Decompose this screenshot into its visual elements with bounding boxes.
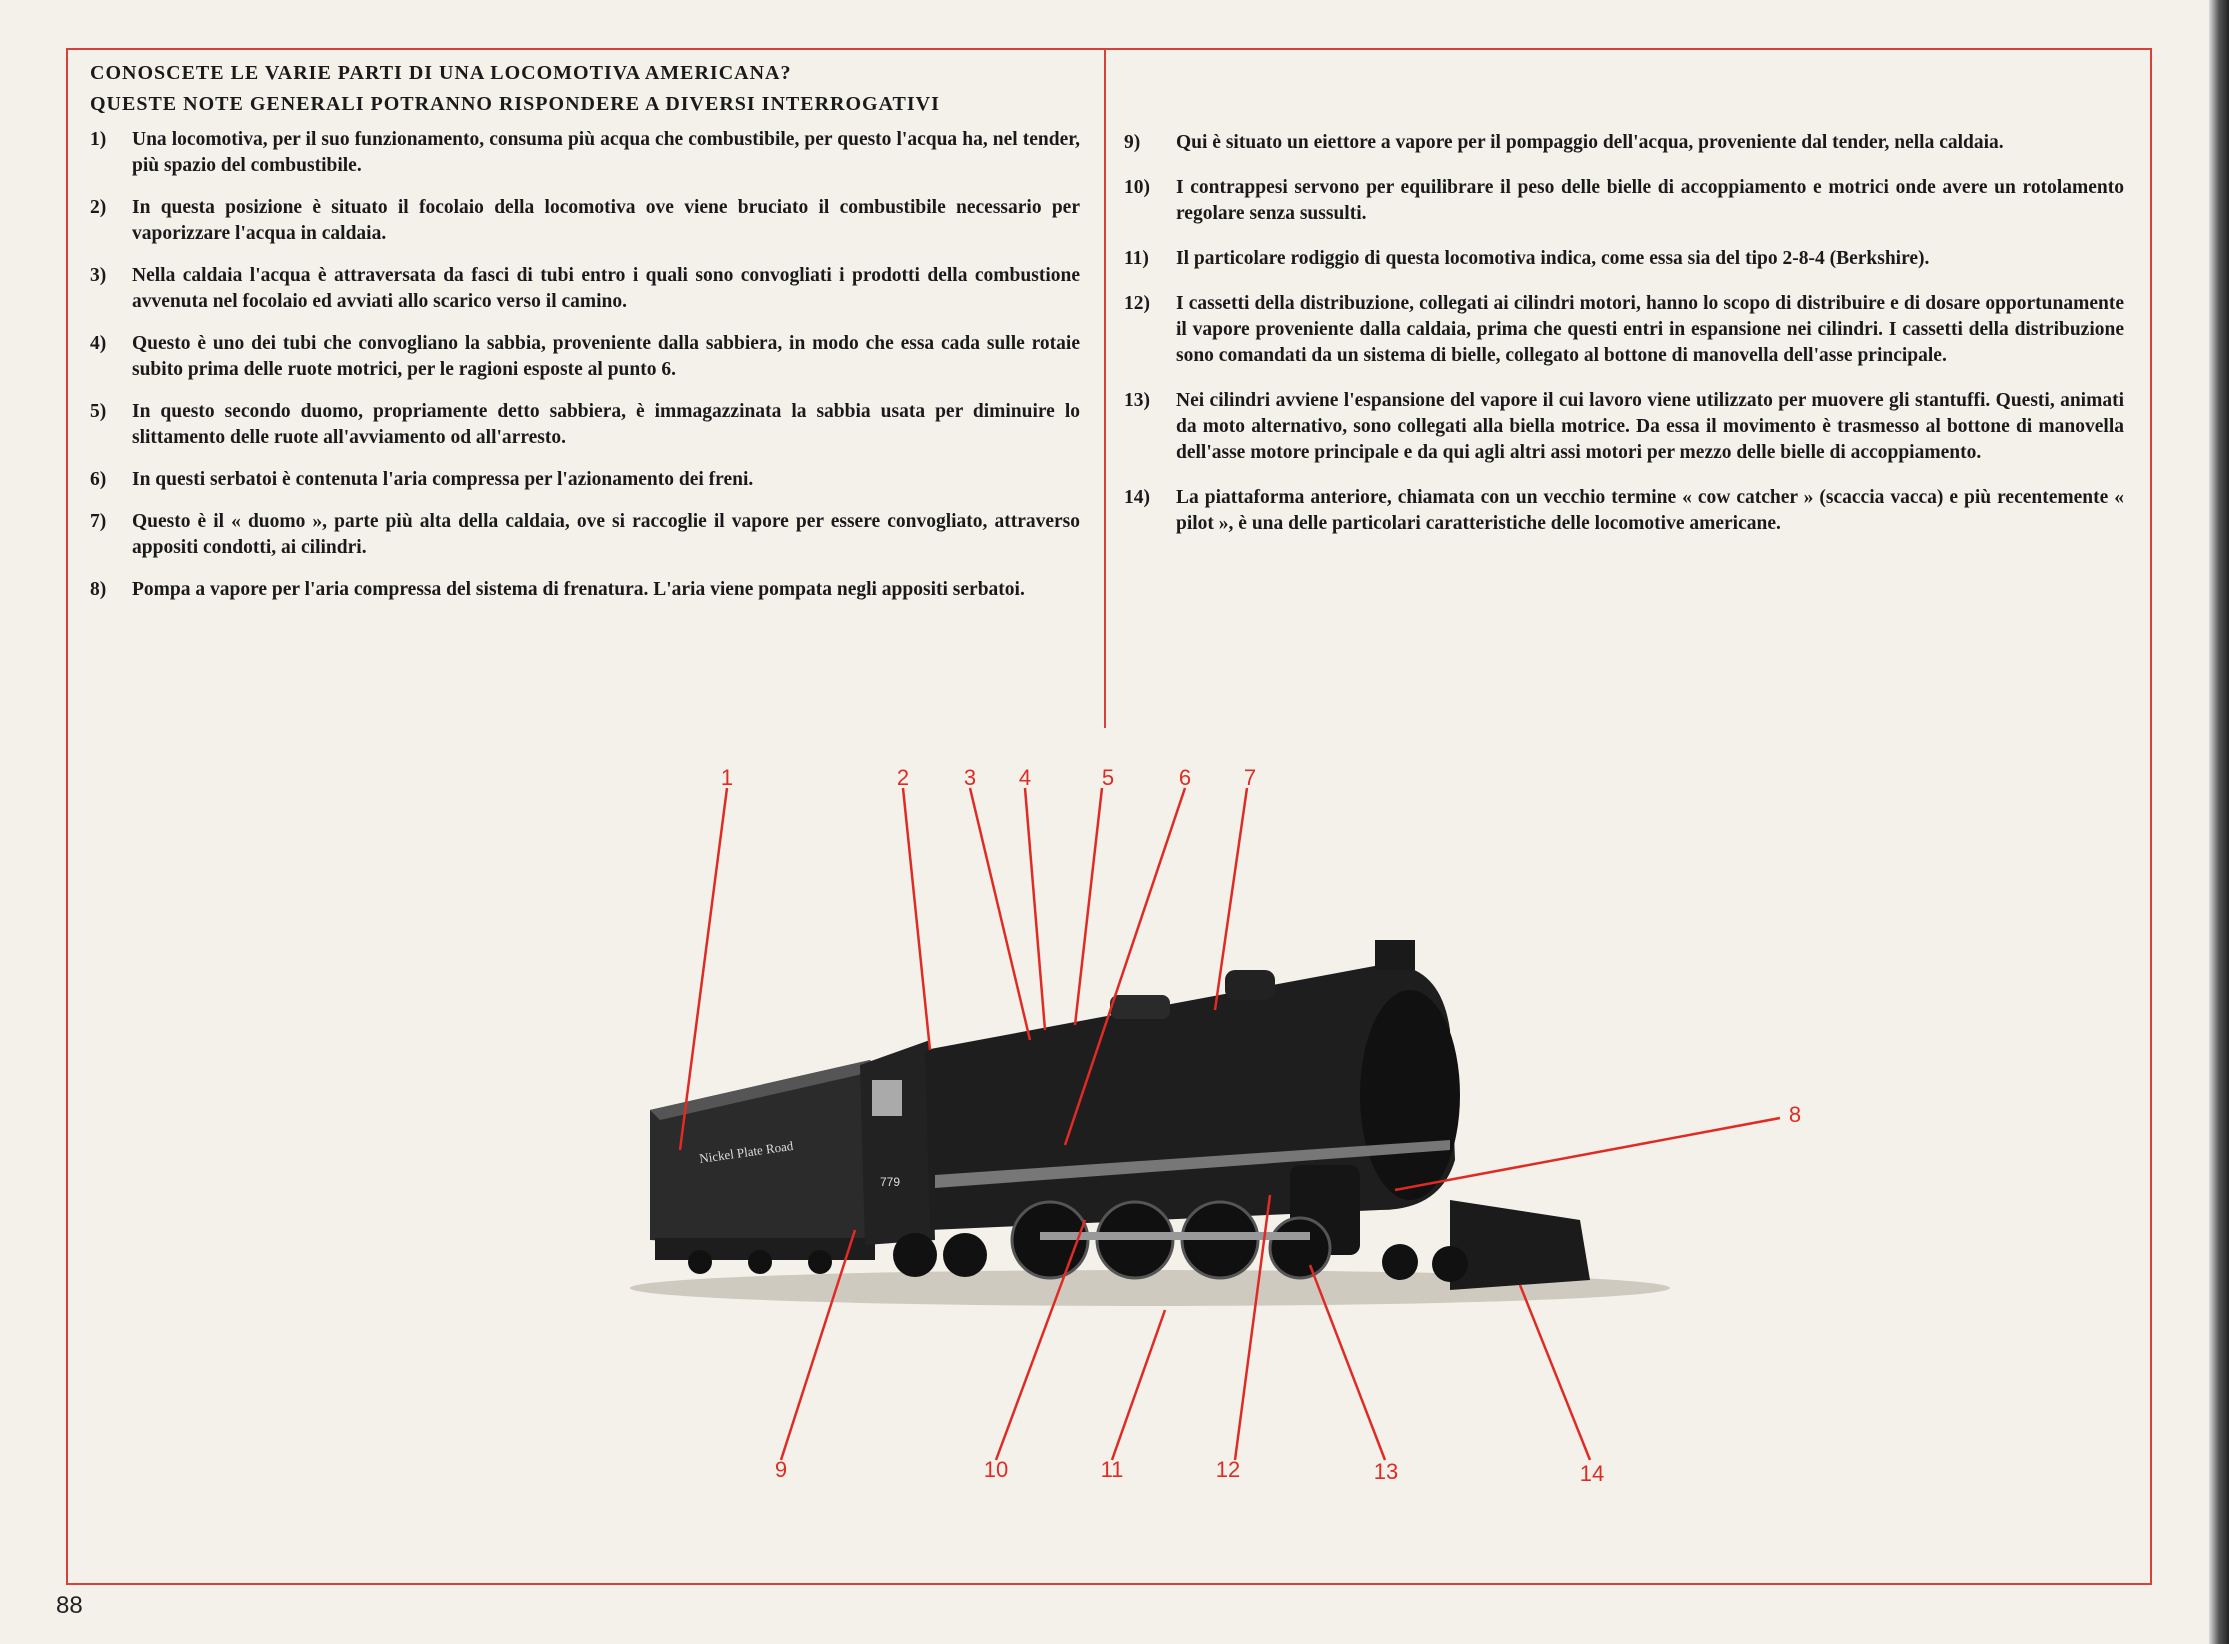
note-number: 12) bbox=[1124, 293, 1150, 314]
callout-label-5: 5 bbox=[1101, 765, 1115, 790]
callout-label-13: 13 bbox=[1373, 1459, 1399, 1484]
note-number: 5) bbox=[90, 401, 107, 422]
callout-label-8: 8 bbox=[1788, 1102, 1802, 1127]
trailing-wheel bbox=[943, 1233, 987, 1277]
callout-label-1: 1 bbox=[720, 765, 734, 790]
note-text: Pompa a vapore per l'aria compressa del sistema di frenatura. L'aria viene pompata negli appositi serbatoi. bbox=[132, 579, 1025, 600]
note-text: Nella caldaia l'acqua è attraversata da fasci di tubi entro i quali sono convogliati i prodotti della combustione avvenuta nel focolaio ed avviati allo scarico verso il camino. bbox=[132, 265, 1080, 312]
callout-label-2: 2 bbox=[896, 765, 910, 790]
callout-label-10: 10 bbox=[983, 1457, 1009, 1482]
note-number: 1) bbox=[90, 129, 107, 150]
callout-line-4 bbox=[1025, 788, 1045, 1030]
note-number: 3) bbox=[90, 265, 107, 286]
callout-label-6: 6 bbox=[1178, 765, 1192, 790]
cab bbox=[860, 1040, 935, 1245]
heading-line-2: QUESTE NOTE GENERALI POTRANNO RISPONDERE A DIVERSI INTERROGATIVI bbox=[90, 93, 940, 115]
note-text: La piattaforma anteriore, chiamata con un vecchio termine « cow catcher » (scaccia vacca) e più recentemente « pilot », è una delle particolari caratteristiche delle locomotive americane. bbox=[1176, 487, 2124, 534]
cab-window bbox=[872, 1080, 902, 1116]
pilot bbox=[1450, 1200, 1590, 1290]
trailing-wheel bbox=[893, 1233, 937, 1277]
note-number: 6) bbox=[90, 469, 107, 490]
note-text: In questo secondo duomo, propriamente detto sabbiera, è immagazzinata la sabbia usata per diminuire lo slittamento delle ruote all'avviamento od all'arresto. bbox=[132, 401, 1080, 448]
cab-number: 779 bbox=[880, 1175, 901, 1189]
tender-wheel bbox=[808, 1250, 832, 1274]
note-number: 2) bbox=[90, 197, 107, 218]
note-text: Il particolare rodiggio di questa locomotiva indica, come essa sia del tipo 2-8-4 (Berkshire). bbox=[1176, 248, 1930, 269]
callout-label-3: 3 bbox=[963, 765, 977, 790]
note-text: Qui è situato un eiettore a vapore per il pompaggio dell'acqua, proveniente dal tender, nella caldaia. bbox=[1176, 132, 2004, 153]
callout-line-5 bbox=[1075, 788, 1102, 1025]
steam-dome bbox=[1225, 970, 1275, 1000]
note-number: 8) bbox=[90, 579, 107, 600]
note-text: I cassetti della distribuzione, collegati ai cilindri motori, hanno lo scopo di distribuire e di dosare opportunamente il vapore proveniente dalla caldaia, prima che questi entri in espansione nei cilindri. I cassetti della distribuzione sono comandati da un sistema di bielle, collegato al bottone di manovella dell'asse principale. bbox=[1176, 293, 2124, 366]
driving-wheel bbox=[1270, 1218, 1330, 1278]
note-text: Nei cilindri avviene l'espansione del vapore il cui lavoro viene utilizzato per muovere gli stantuffi. Questi, animati da moto alternativo, sono collegati alla biella motrice. Da essa il movimento è trasmesso al bottone di manovella dell'asse motore principale e da qui agli altri assi motori per mezzo delle bielle di accoppiamento. bbox=[1176, 390, 2124, 463]
note-number: 14) bbox=[1124, 487, 1150, 508]
callout-label-7: 7 bbox=[1243, 765, 1257, 790]
leading-wheel bbox=[1432, 1246, 1468, 1282]
sand-dome bbox=[1110, 995, 1170, 1019]
leading-wheel bbox=[1382, 1244, 1418, 1280]
note-text: Questo è il « duomo », parte più alta della caldaia, ove si raccoglie il vapore per essere convogliato, attraverso appositi condotti, ai cilindri. bbox=[132, 511, 1080, 558]
callout-line-14 bbox=[1520, 1285, 1590, 1460]
note-text: In questi serbatoi è contenuta l'aria compressa per l'azionamento dei freni. bbox=[132, 469, 754, 490]
note-text: In questa posizione è situato il focolaio della locomotiva ove viene bruciato il combustibile necessario per vaporizzare l'acqua in caldaia. bbox=[132, 197, 1080, 244]
note-text: Questo è uno dei tubi che convogliano la sabbia, proveniente dalla sabbiera, in modo che essa cada sulle rotaie subito prima delle ruote motrici, per le ragioni esposte al punto 6. bbox=[132, 333, 1080, 380]
tender-lettering: Nickel Plate Road bbox=[698, 1137, 795, 1166]
note-number: 4) bbox=[90, 333, 107, 354]
callout-line-2 bbox=[903, 788, 930, 1050]
smokestack bbox=[1375, 940, 1415, 970]
callout-label-11: 11 bbox=[1100, 1457, 1124, 1482]
callout-label-12: 12 bbox=[1215, 1457, 1241, 1482]
callout-label-9: 9 bbox=[774, 1457, 788, 1482]
note-number: 11) bbox=[1124, 248, 1149, 269]
callout-label-4: 4 bbox=[1018, 765, 1032, 790]
note-number: 10) bbox=[1124, 177, 1150, 198]
note-number: 9) bbox=[1124, 132, 1141, 153]
callout-line-11 bbox=[1112, 1310, 1165, 1460]
heading-line-1: CONOSCETE LE VARIE PARTI DI UNA LOCOMOTIVA AMERICANA? bbox=[90, 62, 792, 84]
page-number: 88 bbox=[56, 1592, 83, 1619]
callout-label-14: 14 bbox=[1579, 1461, 1605, 1486]
callout-line-3 bbox=[970, 788, 1030, 1040]
smokebox-front bbox=[1360, 990, 1460, 1200]
note-text: Una locomotiva, per il suo funzionamento, consuma più acqua che combustibile, per questo l'acqua ha, nel tender, più spazio del combustibile. bbox=[132, 129, 1080, 176]
locomotive-illustration bbox=[630, 940, 1670, 1306]
tender-wheel bbox=[748, 1250, 772, 1274]
tender-wheel bbox=[688, 1250, 712, 1274]
note-number: 13) bbox=[1124, 390, 1150, 411]
note-text: I contrappesi servono per equilibrare il peso delle bielle di accoppiamento e motrici onde avere un rotolamento regolare senza sussulti. bbox=[1176, 177, 2124, 224]
page-edge-shadow bbox=[2209, 0, 2229, 1644]
note-number: 7) bbox=[90, 511, 107, 532]
